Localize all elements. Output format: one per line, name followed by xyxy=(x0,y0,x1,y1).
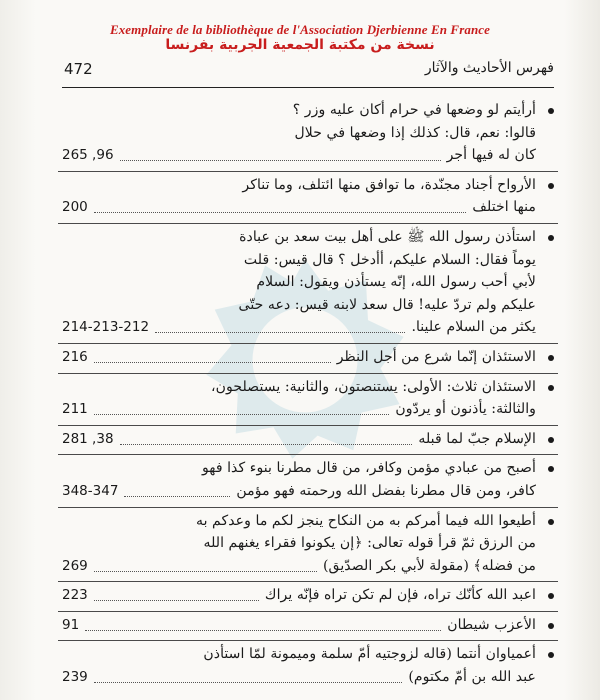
dot-leader xyxy=(94,362,331,363)
bullet-icon xyxy=(548,519,554,525)
entry-line: أطيعوا الله فيما أمركم به من النكاح ينجز لكم ما وعدكم به xyxy=(195,512,536,529)
bullet-icon xyxy=(548,183,554,189)
header-rule xyxy=(62,87,554,88)
entry-line: الأرواح أجناد مجنّدة، ما توافق منها ائتلف، وما تناكر xyxy=(242,176,536,193)
entry-reference-row xyxy=(58,584,558,607)
entry-reference-row xyxy=(58,144,558,167)
entry-line: أصبح من عبادي مؤمن وكافر، من قال مطرنا بنوء كذا فهو xyxy=(201,460,536,477)
bullet-icon xyxy=(548,235,554,241)
entry-line: قالوا: نعم، قال: كذلك إذا وضعها في حلال xyxy=(294,124,536,141)
library-stamp xyxy=(0,22,600,54)
stamp-french: Exemplaire de la bibliothèque de l'Association Djerbienne En France xyxy=(109,22,491,37)
entry-last-line: والثالثة: يأذنون أو يردّون xyxy=(395,401,536,418)
dot-leader xyxy=(155,332,405,333)
entry-line: أعمياوان أنتما (قاله لزوجتيه أمّ سلمة وميمونة لمّا استأذن xyxy=(203,646,536,663)
entry-reference-row xyxy=(58,480,558,503)
dot-leader xyxy=(94,600,259,601)
dot-leader xyxy=(120,160,441,161)
page-header xyxy=(62,60,554,80)
index-entry xyxy=(58,97,558,172)
entry-line: من الرزق ثمّ قرأ قوله تعالى: ﴿إن يكونوا فقراء يغنهم الله xyxy=(203,535,536,552)
index-entry xyxy=(58,612,558,642)
entry-reference-row xyxy=(58,196,558,219)
entry-last-line: من فضله﴾ (مقولة لأبي بكر الصدّيق) xyxy=(322,557,536,574)
entry-last-line: الأعزب شيطان xyxy=(447,616,536,633)
entry-reference-row xyxy=(58,666,558,689)
index-entry xyxy=(58,508,558,583)
page-references: 265 ,96 xyxy=(62,147,114,164)
page-references: 216 xyxy=(62,348,88,365)
bullet-icon xyxy=(548,108,554,114)
page-references: 223 xyxy=(62,587,88,604)
index-entry xyxy=(58,426,558,456)
index-entry xyxy=(58,582,558,612)
entry-last-line: اعبد الله كأنّك تراه، فإن لم تكن تراه فإنّه يراك xyxy=(264,587,536,604)
entry-reference-row xyxy=(58,346,558,369)
index-entry xyxy=(58,641,558,692)
entry-last-line: الاستئذان إنّما شرع من أجل النظر xyxy=(336,348,536,365)
dot-leader xyxy=(124,496,230,497)
stamp-arabic: نسخة من مكتبة الجمعية الجربية بفرنسا xyxy=(165,37,435,53)
dot-leader xyxy=(120,444,412,445)
dot-leader xyxy=(85,630,441,631)
dot-leader xyxy=(94,212,466,213)
entry-reference-row xyxy=(58,428,558,451)
page-references: 200 xyxy=(62,199,88,216)
page-references: 91 xyxy=(62,616,80,633)
page-references: 211 xyxy=(62,401,88,418)
page-references: 348-347 xyxy=(62,482,119,499)
dot-leader xyxy=(94,414,389,415)
page-references: 269 xyxy=(62,557,88,574)
entry-last-line: يكثر من السلام علينا. xyxy=(411,319,536,336)
entry-last-line: عبد الله بن أمّ مكتوم) xyxy=(408,669,536,686)
index-entry xyxy=(58,344,558,374)
entry-line: الاستئذان ثلاث: الأولى: يستنصتون، والثانية: يستصلحون، xyxy=(211,378,536,395)
hadith-index-list xyxy=(58,97,558,693)
entry-line: استأذن رسول الله ﷺ على أهل بيت سعد بن عبادة xyxy=(239,228,536,245)
bullet-icon xyxy=(548,385,554,391)
page-references: 239 xyxy=(62,669,88,686)
page-number: 472 xyxy=(64,60,93,78)
page-references: 214-213-212 xyxy=(62,319,150,336)
dot-leader xyxy=(94,571,317,572)
entry-reference-row xyxy=(58,398,558,421)
page-references: 281 ,38 xyxy=(62,430,114,447)
index-entry xyxy=(58,374,558,426)
entry-line: لأبي أحب رسول الله، إنّه يستأذن ويقول: السلام xyxy=(256,274,536,291)
entry-last-line: كافر، ومن قال مطرنا بفضل الله ورحمته فهو مؤمن xyxy=(236,482,536,499)
entry-last-line: الإسلام جبّ لما قبله xyxy=(418,430,536,447)
index-entry xyxy=(58,224,558,344)
entry-line: عليكم ولم تردّ عليه! قال سعد لابنه قيس: دعه حتّى xyxy=(238,296,536,313)
entry-line: أرأيتم لو وضعها في حرام أكان عليه وزر ؟ xyxy=(292,102,536,118)
entry-reference-row xyxy=(58,614,558,637)
entry-last-line: منها اختلف xyxy=(472,199,536,216)
entry-last-line: كان له فيها أجر xyxy=(446,147,536,164)
entry-line: يوماً فقال: السلام عليكم، أأدخل ؟ قال قيس: قلت xyxy=(243,251,536,268)
index-entry xyxy=(58,172,558,224)
entry-reference-row xyxy=(58,316,558,339)
running-title: فهرس الأحاديث والآثار xyxy=(424,60,554,76)
entry-reference-row xyxy=(58,555,558,578)
dot-leader xyxy=(94,682,402,683)
index-entry xyxy=(58,455,558,507)
